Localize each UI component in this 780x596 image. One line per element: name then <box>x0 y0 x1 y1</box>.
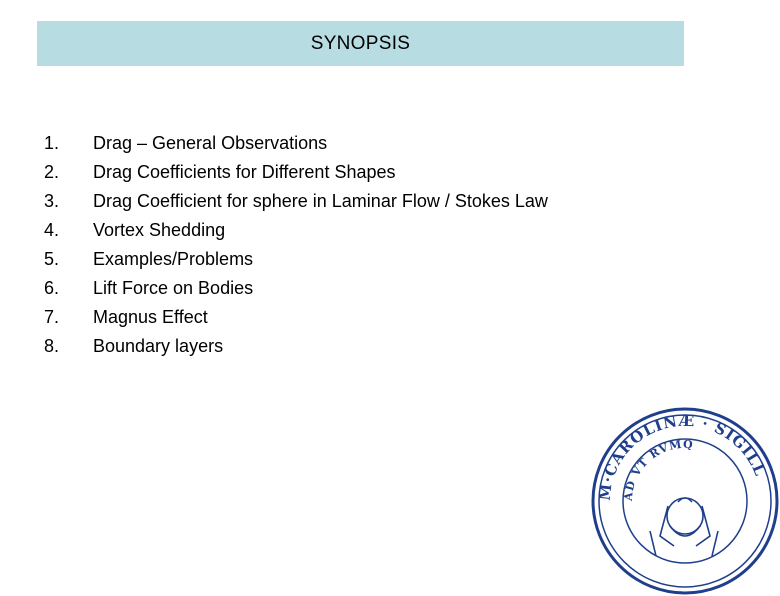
list-item <box>44 332 548 361</box>
list-item <box>44 303 548 332</box>
seal-outer-ring <box>593 409 777 593</box>
item-number: 2. <box>44 162 60 182</box>
list-item <box>44 216 548 245</box>
seal-outer-text: M·CAROLINÆ · SIGILL <box>595 411 770 502</box>
seal-inner-text: AD VT RVMQ <box>621 437 694 502</box>
list-item <box>44 274 548 303</box>
item-text: Drag – General Observations <box>93 133 328 153</box>
item-number: 7. <box>44 307 60 327</box>
item-text: Lift Force on Bodies <box>93 278 254 298</box>
university-seal-icon <box>590 406 780 596</box>
item-text: Drag Coefficient for sphere in Laminar Flow / Stokes Law <box>93 191 548 211</box>
seal-emblem <box>650 498 718 556</box>
item-number: 6. <box>44 278 60 298</box>
item-number: 3. <box>44 191 60 211</box>
item-number: 4. <box>44 220 60 240</box>
item-text: Magnus Effect <box>93 307 208 327</box>
list-item <box>44 129 548 158</box>
title-bar <box>37 21 684 66</box>
item-text: Vortex Shedding <box>93 220 226 240</box>
item-text: Boundary layers <box>93 336 224 356</box>
list-item <box>44 158 548 187</box>
list-item <box>44 245 548 274</box>
synopsis-list <box>44 129 548 361</box>
list-item <box>44 187 548 216</box>
item-number: 5. <box>44 249 60 269</box>
slide-title: SYNOPSIS <box>310 33 411 54</box>
item-text: Examples/Problems <box>93 249 254 269</box>
item-number: 8. <box>44 336 60 356</box>
item-number: 1. <box>44 133 60 153</box>
item-text: Drag Coefficients for Different Shapes <box>93 162 396 182</box>
